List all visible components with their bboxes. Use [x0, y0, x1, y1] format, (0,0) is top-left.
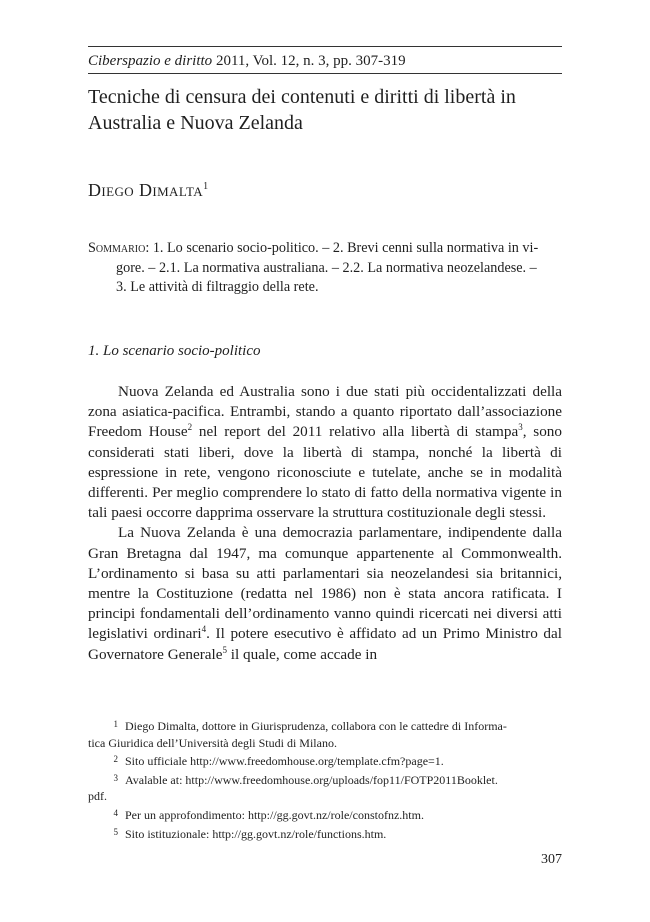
footnote-ref-2: 2: [187, 422, 193, 433]
article-title: Tecniche di censura dei contenuti e diritti di libertà in Australia e Nuova Zelanda: [88, 86, 516, 134]
author-line: [88, 180, 562, 201]
footnote-2: 2 Sito ufficiale http://www.freedomhouse.org/template.cfm?page=1.: [113, 754, 444, 769]
journal-citation: [88, 52, 562, 70]
summary-line-3: 3. Le attività di filtraggio della rete.: [116, 279, 319, 295]
paragraph-2: La Nuova Zelanda è una democrazia parlamentare, indipendente dalla Gran Bretagna dal 1947, ma comunque appartenente al Commonwealth. L’ordinamento si basa su atti parlamentari sia neozelandesi sia britannici, mentre la Costituzione (redatta nel 1986) non è stata ancora ratificata. I principi fondamentali dell’ordinamento vanno quindi ricercati nei diversi atti legislativi ordinari$^4$. Il potere esecutivo è affidato ad un Primo Ministro dal Governatore Generale$^5$ il quale, come accade in: [88, 524, 562, 663]
journal-volume-info: 2011, Vol. 12, n. 3, pp. 307-319: [212, 53, 406, 69]
summary-line-1: Sommario: 1. Lo scenario socio-politico. – 2. Brevi cenni sulla normativa in vi-: [88, 240, 539, 256]
header-top-rule: [88, 46, 562, 47]
summary-label: Sommario:: [88, 240, 150, 256]
footnotes: [88, 716, 562, 842]
footnote-3: 3 Avalable at: http://www.freedomhouse.org/uploads/fop11/FOTP2011Booklet. pdf.: [88, 772, 498, 804]
header-bottom-rule: [88, 73, 562, 74]
footnote-4: 4 Per un approfondimento: http://gg.govt.nz/role/constofnz.htm.: [113, 807, 424, 822]
journal-name: Ciberspazio e diritto: [88, 53, 213, 69]
author-name: Diego Dimalta: [88, 180, 204, 200]
article-summary: [88, 239, 562, 298]
footnote-5: 5 Sito istituzionale: http://gg.govt.nz/role/functions.htm.: [113, 826, 387, 841]
footnote-ref-4: 4: [201, 624, 207, 635]
summary-line-2: gore. – 2.1. La normativa australiana. – 2.2. La normativa neozelandese. –: [116, 259, 537, 276]
footnote-ref-5: 5: [222, 644, 227, 655]
footnote-ref-3: 3: [518, 422, 523, 433]
paragraph-1: Nuova Zelanda ed Australia sono i due stati più occidentalizzati della zona asiatica-pacifica. Entrambi, stando a quanto riportato dall’associazione Freedom House$^2$ nel report del 2011 relativo alla libertà di stampa$^3$, sono considerati stati liberi, dove la libertà di stampa, nonché la libertà di espressione in rete, vengono riconosciute e tutelate, anche se in modalità differenti. Per meglio comprendere lo stato di fatto della normativa vigente in tali paesi occorre dapprima osservare la struttura costituzionale degli stessi.: [88, 383, 562, 522]
body-text: [88, 382, 562, 665]
footnote-1: 1 Diego Dimalta, dottore in Giurisprudenza, collabora con le cattedre di Informa- tica Giuridica dell’Università degli Studi di Milano.: [88, 719, 507, 750]
section-heading: 1. Lo scenario socio-politico: [88, 343, 261, 359]
author-footnote-ref: 1: [203, 181, 209, 192]
page-number: 307: [541, 852, 562, 867]
